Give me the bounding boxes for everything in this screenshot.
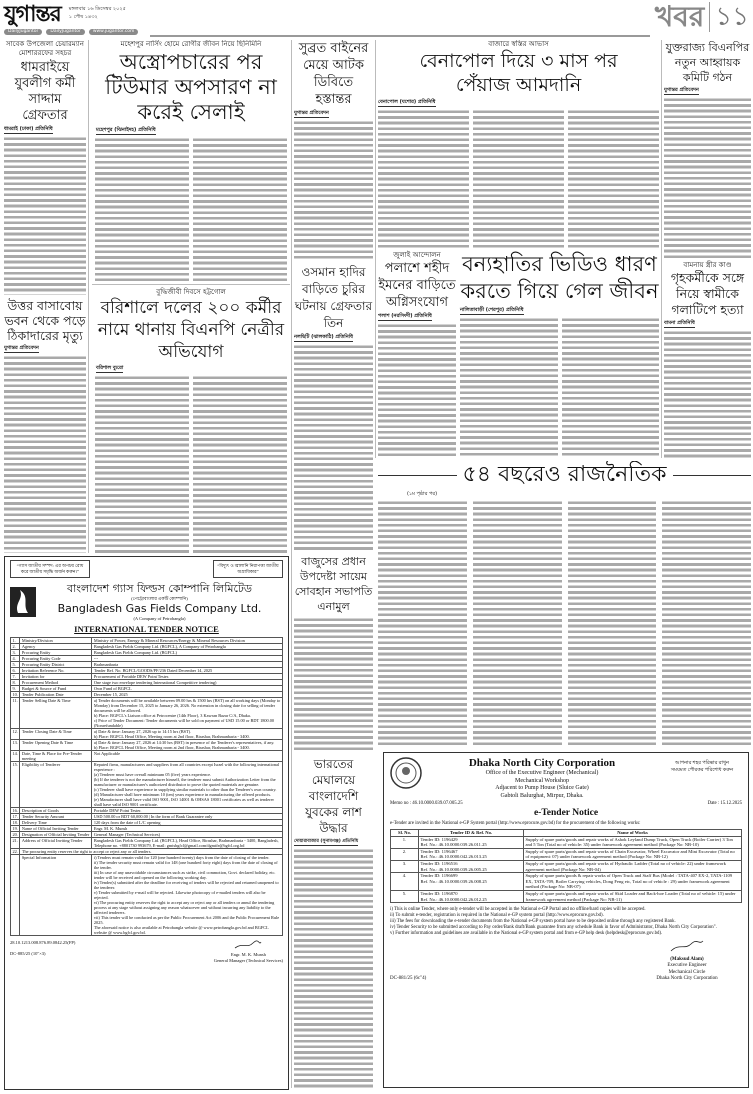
table-row [391,873,742,891]
row-number: 4. [391,873,419,891]
office-line: Adjacent to Pump House (Sluice Gate) [495,785,589,791]
row-value: Tender Ref. No. BGFCL/GOODS/PF/236 Dated December 14, 2025 [92,668,283,674]
ad-quote: “গ্যাস জাতীয় সম্পদ: এর অপচয় রোধ করে জাতীয় সমৃদ্ধি অর্জন করুন।” [10,560,90,578]
ref-no: Ref. No.: 46.10.0000.039.26.005.25 [420,866,487,872]
headline: উত্তর বাসাবোয় ভবন থেকে পড়ে ঠিকাদারের মৃত্যু [4,298,86,343]
row-number: 14. [11,751,20,762]
newspaper-logo: যুগান্তর [4,1,61,27]
section-header [655,0,749,34]
row-number: 3. [391,860,419,872]
article-body [378,109,659,248]
text-column [562,317,660,459]
value-item: a) Tender documents will be available between 09.00 hrs & 1500 hrs (BST) on all working days (Monday to Monday) from December 15, 2025 to January 26, 2026. No extension in closing date for selling of tender documents will be allowed. [93,698,281,713]
column-divider [291,40,292,1088]
note-item: iii) The fees for downloading the e-tender documents from the National e-GP system portal have to be deposited online through any registered Bank. [390,919,676,925]
work-name: Supply of spare parts/goods and repair works of Chain Excavator, Wheel Excavator and Mini Excavator (Total no of equipment: 07) under framework agreement method (Package No: NB-12) [524,848,742,860]
text-column [193,137,287,281]
article-body [460,317,659,459]
article-moheshpur [92,40,290,281]
byline: মহেশপুর (ঝিনাইদহ) প্রতিনিধি [96,127,156,133]
byline: দোয়ারাবাজার (সুনামগঞ্জ) প্রতিনিধি [294,839,359,845]
article-bajus [294,554,373,753]
article-body [664,330,751,458]
row-number: 12. [11,729,20,740]
article-body [294,617,373,753]
ad-reference: 28.10.1213.008.876.89.0842.25(FP) [10,940,76,945]
work-name: Supply of spare parts/goods and repair works of Skid Loader and Back-hoe Loader (Total no of vehicle: 15) under framework agreement method (Package No: NB-11) [524,890,742,902]
row-value: One stage two envelope tendering International Competitive tendering) [92,680,283,686]
text-column [662,500,751,745]
row-label: Tender Publication Date [20,692,92,698]
article-body [4,355,86,553]
notice-title: e-Tender Notice [533,808,599,818]
article-body [95,375,287,553]
value-item: ii) The tender security must remain valid for 148 (one hundred forty eight) days from the date of closing of the tender. [93,860,278,870]
row-number: 9. [11,686,20,692]
value-item: c) Price of Tender Document: Tender documents will be sold on payment of USD 15.00 or BDT 1800.00 (Nonrefundable) [93,718,275,728]
value-item: (c) Tenderer shall have experience in supplying similar materials to other than the Tenderer's own country. [93,787,277,792]
table-row [11,751,283,762]
text-column [378,500,467,745]
tender-id-value: Tender ID: 1196516 [420,860,458,866]
masthead [4,1,126,27]
row-number: 4. [11,656,20,662]
company-name-english: Bangladesh Gas Fields Company Ltd. [57,602,262,615]
tender-table [10,637,283,936]
row-label: Tender Selling Date & Time [20,698,92,729]
headline: ভারতের মেঘালয়ে বাংলাদেশি যুবকের লাশ উদ্ধার [305,757,362,836]
row-label: Tender Opening Date & Time [20,740,92,751]
article-body [294,848,373,1088]
signature-icon [233,940,263,950]
text-column [378,323,456,459]
table-row [391,860,742,872]
row-number: 2. [391,848,419,860]
value-item: Reputed firms, manufacturers and suppliers from all countries except Israel with the following international experience : [93,762,280,772]
row-value [92,729,283,740]
article-meghalaya [294,756,373,1088]
row-number: 10. [12,692,18,697]
value-item: a) Date & time: January 27, 2026 at 14:30 hrs (BST) in presence of the Tenderer's representatives, if any. [93,740,275,745]
page-number: ১১ [709,2,749,32]
notice-notes [390,907,742,937]
row-label: Invitation for [20,674,92,680]
row-number: 17. [12,814,18,819]
row-label: Tender Security Amount [20,814,92,820]
headline: ওসমান হাদির বাড়িতে চুরির ঘটনায় গ্রেফতার তিন [294,265,373,331]
table-row [11,838,283,849]
byline: নালিতাবাড়ী (শেরপুর) প্রতিনিধি [460,306,524,313]
row-value: Bangladesh Gas Fields Company Ltd. (BGFCL) [92,650,283,656]
row-label: Delivery Time [20,820,92,826]
row-label: Designation of Official Inviting Tender [20,832,92,838]
headline: ধামরাইয়ে যুবলীগ কর্মী সাদ্দাম গ্রেফতার [14,60,76,123]
signer-line: Dhaka North City Corporation [656,976,718,982]
article-elephant [460,251,659,459]
value-item: (e) Manufacturer shall have valid ISO 9001, ISO 14001 & OHSAS 18001 certificates as well as tenderer shall have valid ISO 9001 certificate. [93,797,274,807]
slogan-line: সময়মত পৌরকর পরিশোধ করুন [670,768,734,773]
text-column [473,109,564,248]
slogan-line: আপনার শহর পরিষ্কার রাখুন [674,761,730,766]
tender-id-value: Tender ID: 1196870 [420,890,458,896]
note-item: v) Further information and guidelines are available in the National e-GP system portal and from e-GP help desk (helpdesk@eprocure.gov.bd). [390,931,663,937]
notice-date: Date : 15.12.2025 [707,801,742,806]
value-item: vii) This tender will be conducted as per the Public Procurement Act 2006 and the Public Procurement Rule 2025. [93,915,280,925]
row-value: Brahmanbaria [92,662,283,668]
kicker: সাবেক উপজেলা চেয়ারম্যান মোশাররফের সহচর [6,40,84,57]
column-b [92,40,290,553]
dncc-header [390,757,742,800]
signer-name: Engr. M. K. Munsh [230,952,266,957]
headline: বাজুসের প্রধান উপদেষ্টা সায়েম সোবহান সভাপতি এনামুল [294,555,373,614]
kicker: মহেশপুর নার্সিং হোমে রোগীর জীবন নিয়ে ছিনিমিনি [120,40,262,48]
column-header: Tender ID & Ref. No. [419,830,524,837]
kicker: জুলাই আন্দোলন [393,250,441,259]
article-palash [378,251,456,459]
row-value: Own Fund of BGFCL [92,686,283,692]
article-subrata [294,40,373,261]
value-item: (b) If the tenderer is not the manufacturer himself, the tenderer must submit Authorization Letter from the manufacturer or manufacturer's authorized distributor to prove the quoted materials are genuine. [93,777,276,787]
ad-footer [10,940,283,964]
row-number: 1. [11,638,20,644]
politics-banner [378,461,751,489]
tender-id-value: Tender ID: 1196699 [420,873,458,879]
byline: পলাশ (নরসিংদী) প্রতিনিধি [378,312,432,319]
row-number: 20. [12,832,18,837]
column-e [664,40,751,458]
office-line: Gabtoli Balurghat, Mirpur, Dhaka. [500,792,584,799]
byline: নলছিটি (ঝালকাঠি) প্রতিনিধি [294,334,353,341]
value-item: (d) Manufacturer shall have minimum 10 (ten) years experience in manufacturing the offered products. [93,792,272,797]
article-basabo [4,298,86,553]
row-value: 120 days from the date of L/C opening [92,820,283,826]
row-number: 2. [11,644,20,650]
row-number: 7. [11,674,20,680]
row-number: 22. [12,849,18,854]
value-item: v) Tender submitted by e-mail will be rejected. Likewise photocopy of e-mailed tenders will also be rejected. [93,890,266,900]
text-column [4,136,86,295]
row-label: Address of Official Inviting Tender [20,838,92,849]
article-body [378,323,456,459]
column-d [378,40,659,458]
row-number: 11. [11,698,20,729]
row-value: Bangladesh Gas Fields Company Ltd. (BGFCL), Head Office, Birashar, Brahmanbaria - 3400, Bangladesh, Telephone no. +8801730 993679, E-mail: gmtsbgfcl@gmail.com/dgmtfe@bgfcl.org.bd [92,838,283,849]
banner-rule [378,475,457,476]
text-column [4,355,86,553]
issue-date [69,1,126,21]
ad-quote: “বিদ্যুৎ ও জ্বালানি নিরাপত্তা জাতীয় অগ্রাধিকার” [213,560,283,578]
row-label: Name of Official Inviting Tender [20,826,92,832]
byline: বেনাপোল (যশোর) প্রতিনিধি [378,99,436,105]
work-name: Supply of spare parts/goods and repair works of Hydraulic Ladder (Total no of vehicle: 22) under framework agreement method (Package No: NB-04) [524,860,742,872]
row-number: 1. [391,836,419,848]
text-column [294,120,373,261]
row-value: --- [92,656,283,662]
headline: যুক্তরাজ্য বিএনপির নতুন আহ্বায়ক কমিটি গঠন [665,41,750,84]
text-column [473,500,562,745]
table-row [11,855,283,936]
row-number: 8. [11,680,20,686]
dncc-title: Dhaka North City Corporation [468,757,616,769]
signer-name: (Maksud Alam) [670,956,704,962]
row-number: 13. [11,740,20,751]
value-item: iv) Tender(s) submitted after the deadline for receiving of tenders will be rejected and returned unopened to the tenderer. [93,880,279,890]
article-body [378,500,751,745]
row-number: 21. [11,838,20,849]
tender-id [419,873,524,891]
headline: বরিশালে দলের ২০০ কর্মীর নামে থানায় বিএনপি নেত্রীর অভিযোগ [97,297,285,362]
memo-number: Memo no : 46.10.0000.039.07.005.25 [390,801,463,806]
column-header: Name of Works [524,830,742,837]
row-value: USD 500.00 or BDT 60,000.00 | In the form of Bank Guarantee only [92,814,283,820]
date-gregorian: মঙ্গলবার ১৬ ডিসেম্বর ২০২৫ [68,6,126,12]
table-row [11,729,283,740]
works-table [390,829,742,903]
headline: ৫৪ বছরেও রাজনৈতিক [462,462,667,487]
value-item: The aforesaid notice is also available at Petrobangla website @ www.petrobangla.gov.bd and BGFCL website @ www.bgfcl.gov.bd. [93,925,269,935]
text-column [568,109,659,248]
banner-rule [673,475,752,476]
note-item: i) This is online Tender, where only e-tender will be accepted in the National e-GP Portal and no offline/hard copies will be accepted. [390,907,646,913]
tender-id [419,890,524,902]
bgfcl-logo-icon [10,587,36,617]
row-number: 6. [11,668,20,674]
row-label: Ministry/Division [20,638,92,644]
company-name-bengali: বাংলাদেশ গ্যাস ফিল্ডস কোম্পানি লিমিটেড [67,582,252,595]
ad-dc-number: DC-885/25 (10"×3) [10,951,46,956]
header-rule [150,35,650,37]
article-body [664,97,751,258]
row-value: December 15, 2025 [92,692,283,698]
value-item: i) Tenders must remain valid for 120 (one hundred twenty) days from the date of closing of the tender. [93,855,270,860]
text-column [95,137,189,281]
notice-intro: e-Tender are invited in the National e-GP System portal (http://www.eprocure.gov.bd) for the procurement of the following works: [390,821,641,826]
office-line: Mechanical Workshop [515,777,569,784]
row-label: Agency [20,644,92,650]
signer-title: General Manager (Technical Services) [213,958,283,963]
row-number: 3. [11,650,20,656]
column-header: Sl. No. [391,830,419,837]
row-number: 19. [12,826,18,831]
tender-id [419,848,524,860]
dncc-footer [390,939,742,983]
article-uk-bnp [664,40,751,258]
website-link[interactable]: www.jugantor.com [89,29,139,35]
headline: অস্ত্রোপচারের পর টিউমার অপসারণ না করেই সেলাই [105,50,277,124]
headline: সুব্রত বাইনের মেয়ে আটক ডিবিতে হস্তান্তর [298,41,369,107]
article-body [4,136,86,295]
table-row [11,762,283,808]
ref-no: Ref. No.: 46.10.0000.039.26.008.25 [420,878,487,884]
jump-line: (১ম পৃষ্ঠার পর) [406,491,438,497]
ad-company-header [10,582,283,622]
article-body [95,137,287,281]
note-item: ii) To submit e-tender, registration is required in the National e-GP system portal (http://www.eprocure.gov.bd). [390,913,604,919]
text-column [95,375,189,553]
table-row [391,848,742,860]
tender-id [419,836,524,848]
row-label: Procurement Method [20,680,92,686]
article-bamna [664,261,751,458]
text-column [193,375,287,553]
row-number: 5. [391,890,419,902]
value-item: a) Date & time: January 27, 2026 up to 14:15 hrs (BST). [93,729,192,734]
headline: বন্যহাতির ভিডিও ধারণ করতে গিয়ে গেল জীবন [460,251,659,303]
article-osman-hadi [294,264,373,551]
row-label: Invitation Reference No. [20,668,92,674]
facebook-link[interactable]: DailyJugantor [4,29,42,35]
byline: যুগান্তর প্রতিবেদন [294,110,329,116]
article-barishal [92,288,290,553]
article-body [294,344,373,551]
row-label: Eligibility of Tenderer [20,762,92,808]
value-item: b) Place: BGFCL Head Office, Meeting room at 2nd floor, Birashar, Brahmanbaria - 3400. [93,745,250,750]
signer-line: Executive Engineer [667,963,707,969]
headline: গৃহকর্মীকে সঙ্গে নিয়ে স্বামীকে গলাটিপে হত্যা [670,270,745,318]
row-label: Description of Goods [20,808,92,814]
column-c [294,40,373,1088]
ref-no: Ref. No.: 46.10.0000.042.26.013.25 [420,854,487,860]
row-label: Procuring Entity Code [20,656,92,662]
date-bengali: ১ পৌষ ১৪৩২ [68,14,98,20]
bgfcl-tender-ad [4,556,289,1090]
column-divider [375,40,376,458]
row-value: Procurement of Portable DEW Point Tester. [92,674,283,680]
company-subtitle-english: (A Company of Petrobangla) [133,616,186,621]
text-column [568,500,657,745]
byline: বরিশাল ব্যুরো [96,364,124,371]
row-value: Portable DEW Point Tester. [92,808,283,814]
signature-icon [669,939,705,953]
tender-title: INTERNATIONAL TENDER NOTICE [74,624,219,634]
row-label: Budget & Source of Fund [20,686,92,692]
row-value [92,762,283,808]
byline: বামনা প্রতিনিধি [664,320,695,327]
row-label: Procuring Entity District [20,662,92,668]
headline: পলাশে শহীদ ইমনের বাড়িতে অগ্নিসংযোগ [378,260,456,310]
dncc-seal-icon [390,757,422,789]
row-label: Date, Time & Place for Pre-Tender meeting [20,751,92,762]
kicker: বাজারে স্বস্তির আভাস [488,40,549,48]
ref-no: Ref. No.: 46.10.0000.039.26.011.25 [420,842,487,848]
table-row [11,698,283,729]
text-column [294,344,373,551]
row-number [11,855,20,936]
text-column [664,97,751,258]
column-divider [88,40,89,553]
row-label: The procuring entity reserves the right to accept or reject any or all tenders. [20,849,283,855]
office-line: Office of the Executive Engineer (Mechanical) [485,770,599,776]
byline: যুগান্তর প্রতিবেদন [4,345,39,351]
row-value [92,740,283,751]
table-row [391,890,742,902]
text-column [664,330,751,458]
headline: বেনাপোল দিয়ে ৩ মাস পর পেঁয়াজ আমদানি [419,50,618,96]
text-column [460,317,558,459]
lower-row [378,251,659,459]
row-value [92,855,283,936]
value-item: vi) The procuring entity reserves the right to accept any or reject any or all tenders or annul the tendering process at any stage without assigning any reason whatsoever and without incurring any liability to the affected tenderers. [93,900,275,915]
company-subtitle-bengali: (পেট্রোবাংলার একটি কোম্পানি) [131,596,188,601]
ref-no: Ref. No.: 46.10.0000.042.26.012.25 [420,896,487,902]
row-label: Procuring Entity [20,650,92,656]
dncc-office-lines [426,770,658,800]
article-body [294,120,373,261]
row-number: 5. [11,662,20,668]
dncc-slogan [662,760,742,774]
byline: ধামরাই (ঢাকা) প্রতিনিধি [4,126,53,132]
row-value: Engr. M. K. Munsh [92,826,283,832]
row-number: 18. [12,820,18,825]
note-item: iv) Tender Security to be submitted according to Pay order/Bank draft/Bank guarantee from any schedule Bank in favor of Administrator, Dhaka North City Corporation". [390,925,717,931]
kicker: বামনায় স্ত্রীর কাণ্ড [683,261,732,270]
row-label: Tender Closing Date & Time [20,729,92,740]
section-title: খবর [654,0,705,33]
divider [92,284,290,285]
social-links [4,29,138,35]
work-name: Supply of spare parts/goods & repair works of Open Truck and Staff Bus (Model : TATA-407 EX-2, TATA-1109 EX, TATA-709, Boiler Carrying vehicles, Dong Feng etc, Total no of vehicle : 29) under framework agreement method (Package No: NB-07) [524,873,742,891]
table-row [11,740,283,751]
table-row [391,836,742,848]
byline: যুগান্তর প্রতিবেদন [664,87,699,93]
text-column [294,848,373,1088]
row-value: Not Applicable [92,751,283,762]
table-row [11,638,283,644]
row-number: 15. [11,762,20,808]
kicker: বুদ্ধিজীবী দিবসে হট্টগোল [156,287,226,296]
value-item: b) Place: BGFCL's Liaison office at Petrocentre (14th Floor), 3 Kawran Bazar C/A, Dhaka. [93,713,251,718]
column-divider [661,40,662,458]
tender-id-value: Tender ID: 1196467 [420,848,458,854]
text-column [294,617,373,753]
article-benapole [378,40,659,248]
dncc-tender-ad [383,752,749,1088]
value-item: b) Place: BGFCL Head Office, Meeting room at 2nd floor, Birashar, Brahmanbaria - 3400. [93,734,250,739]
work-name: Supply of spare parts/goods and repair works of Ashok Leyland Dump Truck, Open Truck (Boiler Carrier) 3 Ton and 5 Ton (Total no of vehicle: 35) under framework agreement method (Package No: NB-10) [524,836,742,848]
article-politics [378,461,751,745]
twitter-link[interactable]: DailyJugantor [46,29,84,35]
table-header-row [391,830,742,837]
value-item: iii) In case of any unavoidable circumstances such as strike, civil commotion, Govt. declared holiday, etc. tender will be received and opened on the following working day. [93,870,276,880]
value-item: (a) Tenderer must have overall minimum 05 (five) years experience. [93,772,212,777]
row-value [92,698,283,729]
tender-id [419,860,524,872]
ad-dc-number: DC-881/25 (6c"4) [390,976,427,982]
column-a [4,40,86,553]
row-value: Ministry of Power, Energy & Mineral Resources/Energy & Mineral Resources Division [92,638,283,644]
row-label: Special Information [20,855,92,936]
tender-id-value: Tender ID: 1196429 [420,836,458,842]
ad-quotes [10,560,283,578]
row-value: Bangladesh Gas Fields Company Ltd. (BGFCL), A Company of Petrobangla [92,644,283,650]
text-column [378,109,469,248]
signer-line: Mechanical Circle [668,969,706,975]
row-value: General Manager (Technical Services) [92,832,283,838]
article-dhamrai [4,40,86,295]
row-number: 16. [12,808,18,813]
